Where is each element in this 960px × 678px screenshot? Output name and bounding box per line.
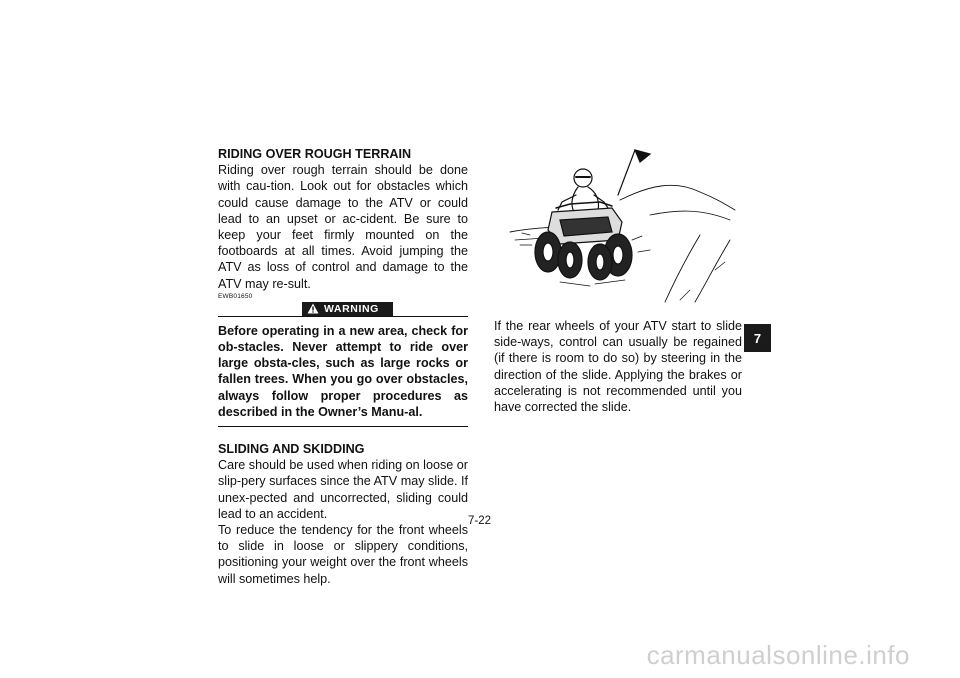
watermark: carmanualsonline.info xyxy=(646,640,910,670)
warning-label-text: WARNING xyxy=(324,302,379,315)
warning-label xyxy=(302,302,393,316)
right-column xyxy=(494,318,742,415)
page-number: 7-22 xyxy=(468,515,492,527)
sliding-paragraph-1: Care should be used when riding on loose or slip-pery surfaces since the ATV may slide. If unex-pected and uncorrected, sliding could lead to an accident. xyxy=(218,458,468,521)
atv-illustration xyxy=(500,140,740,305)
section-heading-rough-terrain: RIDING OVER ROUGH TERRAIN xyxy=(218,147,412,161)
chapter-tab: 7 xyxy=(744,324,771,352)
warning-bottom-rule xyxy=(218,426,468,427)
sliding-paragraph-2: To reduce the tendency for the front wheels to slide in loose or slippery conditions, positioning your weight over the front wheels will sometimes help. xyxy=(218,523,468,586)
left-column xyxy=(218,146,468,587)
rough-terrain-paragraph: Riding over rough terrain should be done with cau-tion. Look out for obstacles which could cause damage to the ATV or could lead to an upset or ac-cident. Be sure to keep your feet firmly mounted on the footboards at all times. Avoid jumping the ATV as loss of control and damage to the ATV may re-sult. xyxy=(218,163,468,291)
section-heading-sliding: SLIDING AND SKIDDING xyxy=(218,442,365,457)
warning-triangle-icon xyxy=(307,303,319,314)
rear-wheel-slide-paragraph: If the rear wheels of your ATV start to slide side-ways, control can usually be regained (if there is room to do so) by steering in the direction of the slide. Applying the brakes or accelerating is not recommended until you have corrected the slide. xyxy=(494,319,742,415)
warning-code: EWB01650 xyxy=(218,292,253,300)
warning-text: Before operating in a new area, check for ob-stacles. Never attempt to ride over large obsta-cles, such as large rocks or fallen trees. When you go over obstacles, always follow proper procedures as described in the Owner’s Manu-al. xyxy=(218,323,468,419)
